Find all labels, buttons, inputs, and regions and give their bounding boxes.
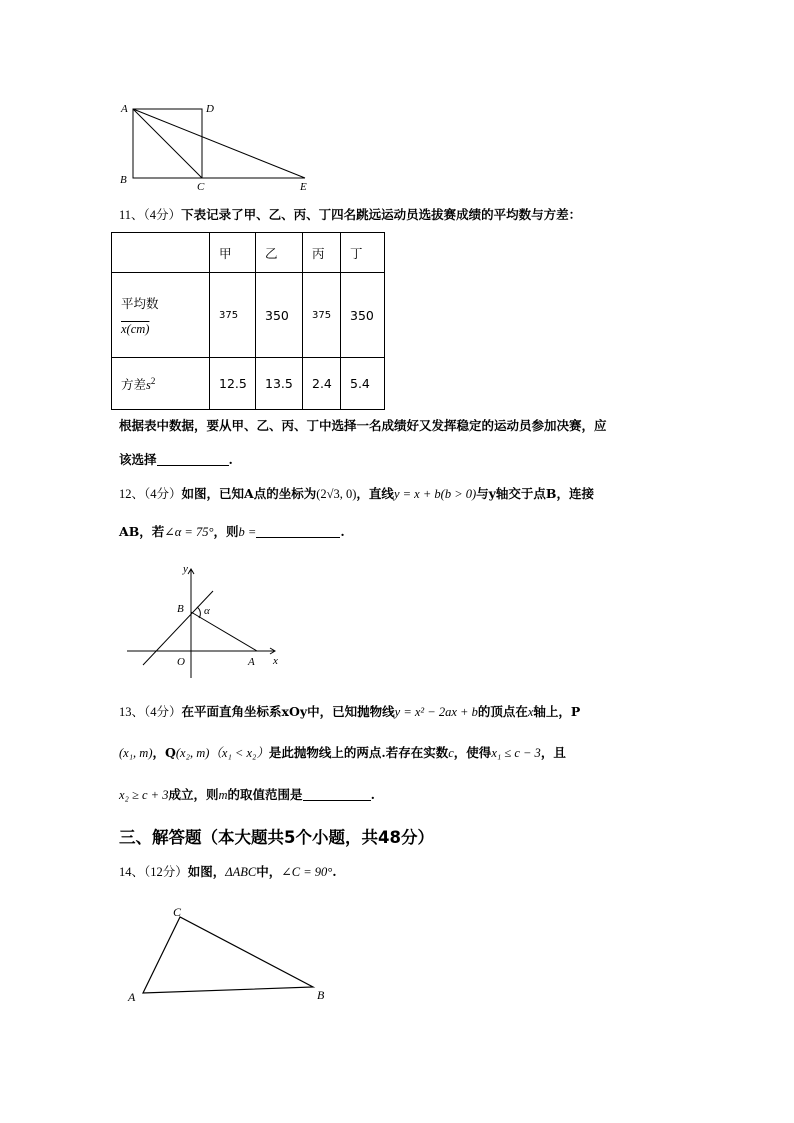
q13-p-coord: (x₁, m) (119, 746, 153, 760)
mean-unit: x(cm) (121, 321, 150, 336)
table-cell: 350 (341, 273, 385, 358)
row-label-variance (112, 358, 210, 410)
label-x: x (273, 655, 278, 667)
table-header: 丁 (341, 233, 385, 273)
q14-triangle: ΔABC (225, 865, 257, 879)
label-o: O (177, 656, 185, 668)
q12-answer-blank[interactable] (256, 525, 340, 538)
q12-line1: 12、（4分）如图，已知A点的坐标为(2√3, 0)，直线y = x + b(b > 0)与y轴交于点B，连接 (119, 486, 595, 501)
q12-line2: AB，若∠α = 75°，则b = . (119, 524, 345, 539)
label-b: B (177, 603, 184, 615)
table-cell: 5.4 (341, 358, 385, 410)
label-c: C (197, 181, 205, 193)
variance-label: 方差 (121, 376, 147, 392)
variance-exponent: 2 (150, 375, 156, 386)
q13-line3: x₂ ≥ c + 3成立，则m的取值范围是 . (119, 787, 375, 802)
q11-stem (119, 207, 581, 223)
label-d: D (206, 103, 214, 115)
section-3-heading: 三、解答题（本大题共5个小题，共48分） (119, 828, 434, 847)
q13-score: （4分） (144, 705, 182, 719)
q13-number: 13、 (119, 705, 145, 719)
q13-condition: （x₁ < x₂） (209, 746, 269, 760)
label-alpha: α (204, 605, 210, 617)
table-header: 乙 (256, 233, 303, 273)
label-a: A (128, 990, 136, 1004)
table-cell: 350 (256, 273, 303, 358)
q11-after-line1: 根据表中数据，要从甲、乙、丙、丁中选择一名成绩好又发挥稳定的运动员参加决赛，应 (119, 418, 607, 433)
q12-coord: (2√3, 0) (316, 487, 357, 501)
q13-parabola: y = x² − 2ax + b (394, 705, 478, 719)
q13-answer-blank[interactable] (303, 788, 371, 801)
figure-triangle-abc (120, 902, 340, 1007)
q14-number: 14、 (119, 865, 145, 879)
q11-after-line2: 该选择 . (119, 452, 233, 467)
label-b: B (120, 174, 127, 186)
score-table (111, 232, 385, 410)
label-a: A (121, 103, 128, 115)
table-cell: 375 (210, 273, 256, 358)
figure-coordinate (125, 562, 290, 680)
q12-score: （4分） (144, 487, 182, 501)
mean-label: 平均数 (121, 295, 159, 311)
q11-score: （4分） (143, 208, 182, 222)
q11-text: 下表记录了甲、乙、丙、丁四名跳远运动员选拔赛成绩的平均数与方差： (181, 207, 582, 222)
table-corner-cell (112, 233, 210, 273)
table-cell: 12.5 (210, 358, 256, 410)
figure-square-abcd (110, 98, 330, 193)
q12-b-eq: b = (238, 525, 257, 539)
variance-symbol: s (146, 377, 151, 392)
table-cell: 2.4 (303, 358, 341, 410)
q11-number: 11、 (119, 208, 144, 222)
q14-score: （12分） (144, 865, 188, 879)
row-label-mean (112, 273, 210, 358)
q12-line-eq: y = x + b(b > 0) (393, 487, 477, 501)
q13-inequality-2: x₂ ≥ c + 3 (119, 788, 169, 802)
q13-inequality-1: x₁ ≤ c − 3 (491, 746, 541, 760)
label-c: C (173, 905, 182, 919)
label-a: A (248, 656, 255, 668)
label-e: E (300, 181, 307, 193)
q12-number: 12、 (119, 487, 145, 501)
q11-answer-blank[interactable] (157, 453, 229, 466)
q12-angle: ∠α = 75° (164, 525, 214, 539)
label-b: B (317, 988, 325, 1002)
table-header: 甲 (210, 233, 256, 273)
table-header: 丙 (303, 233, 341, 273)
q14-stem: 14、（12分）如图，ΔABC中，∠C = 90°. (119, 864, 337, 879)
q13-line1: 13、（4分）在平面直角坐标系xOy中，已知抛物线y = x² − 2ax + b的顶点在x轴上，P (119, 704, 581, 719)
q13-line2: (x₁, m)，Q(x₂, m)（x₁ < x₂）是此抛物线上的两点.若存在实数c，使得x₁ ≤ c − 3，且 (119, 745, 566, 760)
q14-angle: ∠C = 90° (281, 865, 333, 879)
table-cell: 13.5 (256, 358, 303, 410)
q13-q-coord: (x₂, m) (175, 746, 210, 760)
table-cell: 375 (303, 273, 341, 358)
label-y: y (183, 563, 188, 575)
